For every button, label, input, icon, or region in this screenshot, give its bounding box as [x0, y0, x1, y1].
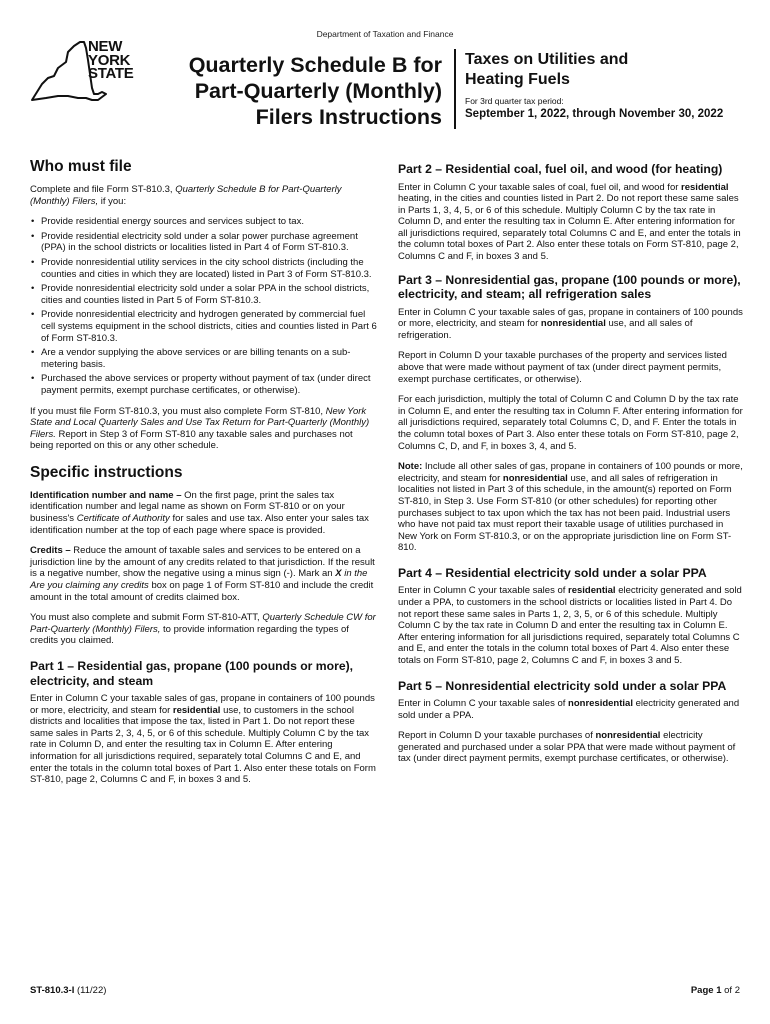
logo-text — [88, 40, 133, 81]
part5-p1: Enter in Column C your taxable sales of nonresidential electricity generated and sold under a PPA. — [398, 698, 740, 721]
page-number: Page 1 of 2 — [690, 985, 740, 996]
list-item: • Provide residential energy sources and services subject to tax. — [30, 216, 378, 228]
right-column — [398, 162, 743, 774]
logo-line-1: NEW — [88, 38, 123, 55]
who-must-file-heading: Who must file — [30, 158, 132, 175]
list-item: • Are a vendor supplying the above services or are billing tenants on a sub-metering basis. — [30, 347, 378, 370]
who-intro: Complete and file Form ST-810.3, Quarterly Schedule B for Part-Quarterly (Monthly) Filers, if you: — [30, 184, 342, 207]
page-title — [160, 52, 442, 130]
att-paragraph: You must also complete and submit Form ST-810-ATT, Quarterly Schedule CW for Part-Quarterly (Monthly) Filers, to provide information regarding the types of credits you claimed. — [30, 612, 376, 647]
title-line-3: Filers Instructions — [255, 105, 442, 129]
specific-instructions-heading: Specific instructions — [30, 463, 183, 481]
part5-p2: Report in Column D your taxable purchases of nonresidential electricity generated and purchased under a solar PPA that were made without payment of tax (under direct payment permits, exempt purchase certificates, or otherwise). — [398, 730, 736, 765]
list-item: • Provide nonresidential electricity and hydrogen generated by commercial fuel cell systems equipment in the school districts, cities and counties listed in Part 6 of Form ST-810.3. — [30, 309, 378, 344]
identification-paragraph: Identification number and name – On the first page, print the sales tax identification number and legal name as shown on Form ST-810 or on your business's Certificate of Authority for sales and use tax. Also enter your sales tax identification number at the top of each page where space is provided. — [30, 489, 369, 536]
ny-state-logo — [28, 38, 158, 108]
part3-p1: Enter in Column C your taxable sales of gas, propane in containers of 100 pounds or more, electricity, and steam for nonresidential use, and all sales of refrigeration. — [398, 306, 743, 341]
who-also-file: If you must file Form ST-810.3, you must also complete Form ST-810, New York State and Local Quarterly Sales and Use Tax Return for Part-Quarterly (Monthly) Filers. Report in Step 3 of Form ST-810 any taxable sales and purchases not being reported on this or any other schedule. — [30, 405, 370, 452]
logo-line-2: YORK — [88, 51, 131, 69]
part3-heading: Part 3 – Nonresidential gas, propane (100 pounds or more), electricity, and steam; all refrigeration sales — [398, 272, 741, 302]
tax-title-line-2: Heating Fuels — [465, 71, 570, 88]
left-column — [30, 158, 378, 795]
list-item: • Purchased the above services or property without payment of tax (under direct payment permits, exempt purchase certificates, or otherwise). — [30, 373, 378, 396]
part1-heading: Part 1 – Residential gas, propane (100 pounds or more), electricity, and steam — [30, 659, 354, 688]
part2-text: Enter in Column C your taxable sales of coal, fuel oil, and wood for residential heating, in the cities and counties listed in Part 2. Do not report these same sales in Parts 1, 3, 4, 5, or 6 of this schedule. Multiply Column C by the tax rate in Column D, and enter the resulting tax in Column E. After entering information for all jurisdictions required, separately total Columns C and E, and enter the totals in the column total boxes of Part 2. Also enter these totals on Form ST-810, page 2, Columns C and F, in boxes 3 and 5. — [398, 181, 741, 263]
part4-heading: Part 4 – Residential electricity sold under a solar PPA — [398, 565, 707, 580]
list-item: • Provide residential electricity sold under a solar power purchase agreement (PPA) in the school districts or localities listed in Part 4 of Form ST-810.3. — [30, 231, 378, 254]
who-bullet-list — [30, 216, 378, 396]
title-line-2: Part-Quarterly (Monthly) — [194, 79, 442, 103]
logo-line-3: STATE — [88, 65, 134, 82]
part1-text: Enter in Column C your taxable sales of gas, propane in containers of 100 pounds or more, electricity, and steam for residential use, to customers in the school districts and localities that impose the tax, listed in Part 1. Do not report these same sales in Parts 2, 3, 4, 5, or 6 of this schedule. Multiply Column C by the tax rate in Column D, and enter the resulting tax in Column E. After entering information for all jurisdictions required, separately total Columns C and E, and enter the totals in the column total boxes of Part 1. Also enter these totals on Form ST-810, page 2, Columns C and F, in boxes 3 and 5. — [30, 693, 376, 786]
header-divider — [454, 49, 456, 129]
part3-note: Note: Include all other sales of gas, propane in containers of 100 pounds or more, electricity, and steam for nonresidential use, and all sales of refrigeration in localities not listed in Part 3 of this schedule, in the amount(s) reported on Form ST-810, in Step 3. Use Form ST-810 (or other schedules) for reporting other purchases subject to tax upon which the tax has not been paid. Industrial users who have not paid tax must report their taxable usage of utilities purchased in New York on Form ST-810.3, or on the appropriate jurisdiction line on Form ST-810. — [398, 461, 743, 554]
tax-period: September 1, 2022, through November 30, 2022 — [465, 108, 724, 120]
title-line-1: Quarterly Schedule B for — [188, 53, 442, 77]
list-item: • Provide nonresidential utility services in the city school districts (including the counties and cities in which they are located) listed in Part 3 of Form ST-810.3. — [30, 257, 378, 280]
form-code: ST-810.3-I (11/22) — [30, 985, 107, 996]
part5-heading: Part 5 – Nonresidential electricity sold under a solar PPA — [398, 678, 727, 693]
credits-paragraph: Credits – Reduce the amount of taxable sales and services to be entered on a jurisdiction line by the amount of any credits related to that jurisdiction. If the result is a negative number, show the negative using a minus sign (-). Mark an X in the Are you claiming any credits box on page 1 of Form ST-810 and include the credit amount in the total amount of credits claimed box. — [30, 545, 375, 603]
list-item: • Provide nonresidential electricity sold under a solar PPA in the school districts, cities and counties listed in Part 5 of Form ST-810.3. — [30, 283, 378, 306]
period-label: For 3rd quarter tax period: — [465, 96, 564, 106]
part4-text: Enter in Column C your taxable sales of residential electricity generated and sold under a PPA, to customers in the school districts or localities listed in Part 4. Do not report these same sales in Parts 1, 2, 3, 5, or 6 of this schedule. Multiply Column C by the tax rate in Column D and enter the resulting tax in Column E. After entering information for all jurisdictions required, separately total Columns C and E, and enter the totals in the column total boxes of Part 4. Also enter these totals on Form ST-810, page 2, Columns C and F, in boxes 3 and 5. — [398, 585, 742, 666]
tax-title — [465, 50, 755, 90]
department-name: Department of Taxation and Finance — [316, 29, 454, 39]
part2-heading: Part 2 – Residential coal, fuel oil, and wood (for heating) — [398, 162, 723, 176]
tax-title-line-1: Taxes on Utilities and — [465, 51, 629, 68]
part3-p3: For each jurisdiction, multiply the total of Column C and Column D by the tax rate in Column E, and enter the resulting tax in Column F. After entering information for all jurisdictions required, separately total Columns C, D, and F. Enter the totals in the column total boxes of Part 3. Also enter these totals on Form ST-810, page 2, Columns C, D, and F, in boxes 3, 4, and 5. — [398, 394, 743, 452]
part3-p2: Report in Column D your taxable purchases of the property and services listed above that were made without payment of tax (under direct payment permits, exempt purchase certificates, or otherwise). — [398, 350, 727, 385]
